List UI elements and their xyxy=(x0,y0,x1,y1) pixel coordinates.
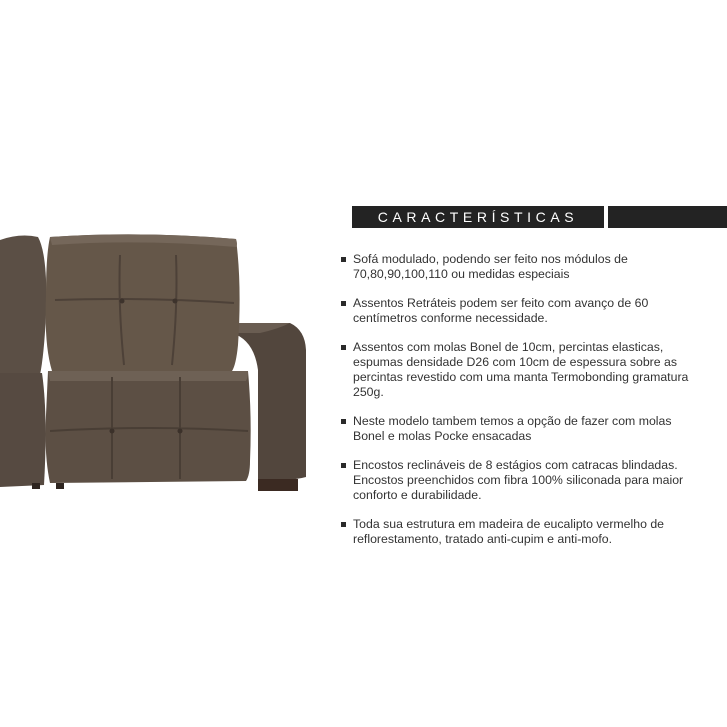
feature-text: Neste modelo tambem temos a opção de fazer com molas Bonel e molas Pocke ensacadas xyxy=(353,414,672,443)
left-seat-cushion xyxy=(0,373,46,487)
bullet-icon xyxy=(341,301,346,306)
feature-text: Toda sua estrutura em madeira de eucalipto vermelho de reflorestamento, tratado anti-cupim e anti-mofo. xyxy=(353,517,665,546)
list-item xyxy=(341,414,691,444)
list-item xyxy=(341,340,691,400)
bullet-icon xyxy=(341,522,346,527)
sofa-image xyxy=(0,225,320,500)
section-title: CARACTERÍSTICAS xyxy=(352,206,604,228)
left-back-cushion xyxy=(0,236,46,375)
list-item xyxy=(341,252,691,282)
back-cushion xyxy=(46,234,240,371)
feature-text: Assentos Retráteis podem ser feito com avanço de 60 centímetros conforme necessidade. xyxy=(353,296,649,325)
bullet-icon xyxy=(341,419,346,424)
feature-list xyxy=(341,252,691,547)
seat-cushion xyxy=(46,371,251,483)
bullet-icon xyxy=(341,257,346,262)
sofa-foot xyxy=(258,479,298,491)
bullet-icon xyxy=(341,463,346,468)
list-item xyxy=(341,296,691,326)
list-item xyxy=(341,458,691,503)
bullet-icon xyxy=(341,345,346,350)
list-item xyxy=(341,517,691,547)
feature-text: Encostos reclináveis de 8 estágios com catracas blindadas. Encostos preenchidos com fibra 100% siliconada para maior conforto e durabilidade. xyxy=(353,458,684,502)
feature-text: Assentos com molas Bonel de 10cm, percintas elasticas, espumas densidade D26 com 10cm de espessura sobre as percintas revestido com uma manta Termobonding gramatura 250g. xyxy=(353,340,689,399)
title-bar-extension xyxy=(608,206,727,228)
feature-text: Sofá modulado, podendo ser feito nos módulos de 70,80,90,100,110 ou medidas especiais xyxy=(353,252,628,281)
